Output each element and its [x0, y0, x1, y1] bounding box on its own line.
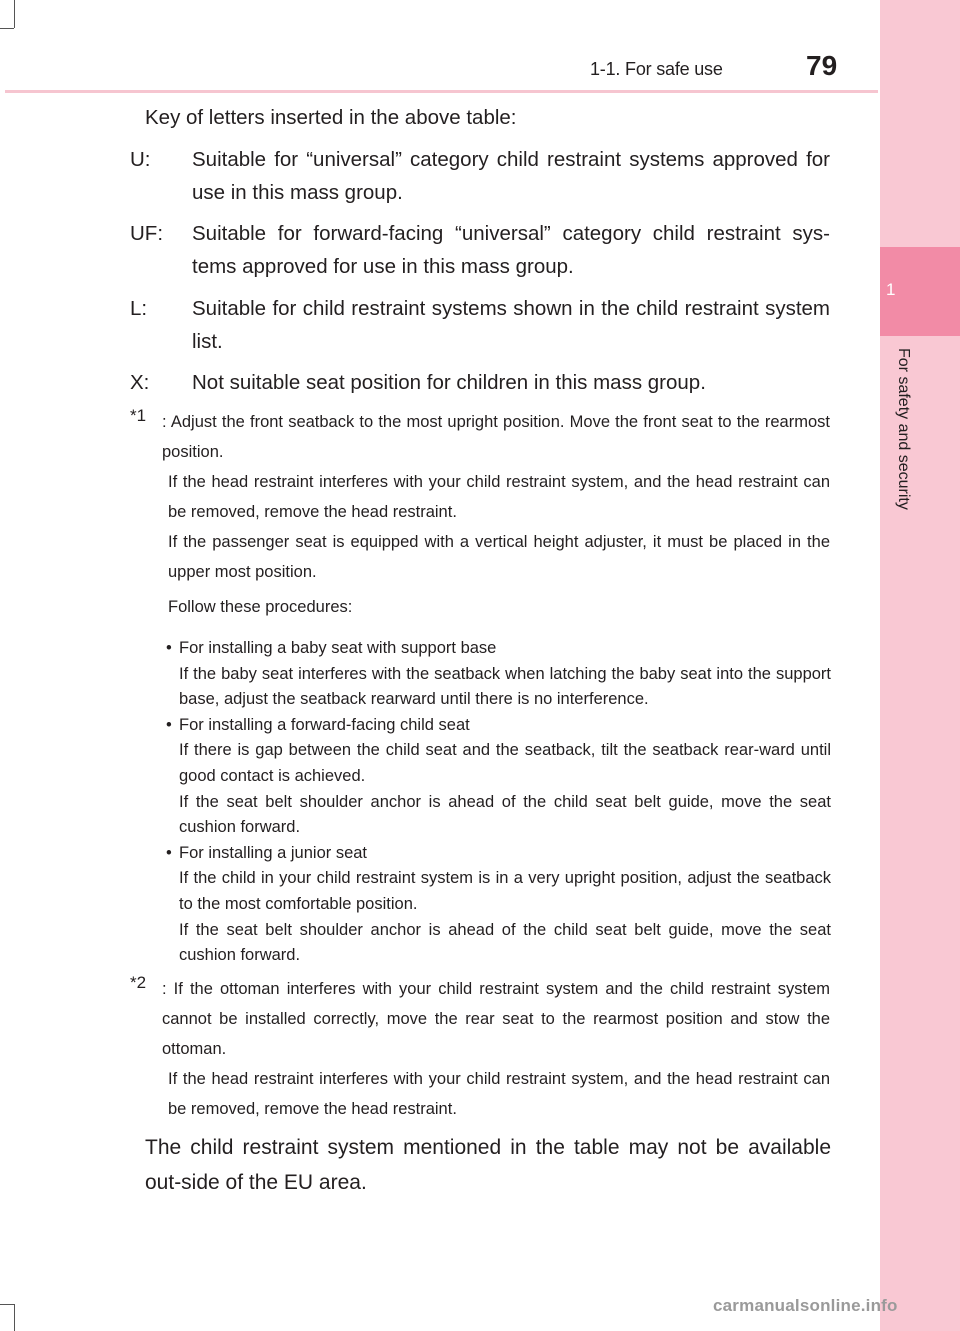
chapter-title: For safety and security [895, 348, 912, 510]
procedures-label: Follow these procedures: [168, 598, 353, 616]
crop-mark [0, 1304, 14, 1305]
footnote-paragraph: If the passenger seat is equipped with a vertical height adjuster, it must be placed in the upper most position. [168, 533, 830, 581]
key-description: Suitable for “universal” category child restraint systems approved for use in this mass group. [192, 148, 830, 204]
crop-mark [14, 0, 15, 28]
key-item [130, 292, 830, 358]
page-number: 79 [806, 50, 838, 81]
procedure-item [166, 841, 831, 969]
chapter-number: 1 [886, 280, 896, 299]
key-description: Suitable for forward-facing “universal” category child restraint sys-tems approved for use in this mass group. [192, 222, 830, 278]
key-letter: UF: [130, 222, 164, 245]
key-letter: X: [130, 371, 150, 394]
key-letter: U: [130, 148, 151, 171]
chapter-sidebar [880, 0, 960, 1331]
crop-mark [14, 1304, 15, 1331]
procedure-text: If there is gap between the child seat and the seatback, tilt the seatback rear-ward until good contact is achieved. [179, 741, 831, 785]
footnote-2 [130, 974, 830, 1124]
footnote-paragraph: If the head restraint interferes with your child restraint system, and the head restraint can be removed, remove the head restraint. [168, 1070, 830, 1118]
crop-mark [0, 28, 14, 29]
watermark: carmanualsonline.info [713, 1296, 898, 1315]
key-item [130, 217, 830, 283]
section-label: 1-1. For safe use [590, 59, 723, 79]
closing-note: The child restraint system mentioned in the table may not be available out-side of the EU area. [145, 1136, 831, 1194]
procedure-item [166, 636, 831, 713]
footnote-1 [130, 407, 830, 587]
footnote-mark: *1 [130, 406, 147, 425]
header-rule [5, 90, 878, 93]
footnote-paragraph: : If the ottoman interferes with your child restraint system and the child restraint system cannot be installed correctly, move the rear seat to the rearmost position and stow the ottoman. [162, 980, 830, 1058]
key-item [130, 366, 830, 399]
footnote-mark: *2 [130, 973, 147, 992]
key-letter: L: [130, 297, 148, 320]
footnote-paragraph: : Adjust the front seatback to the most upright position. Move the front seat to the rearmost position. [162, 413, 830, 461]
bullet-icon: • [166, 639, 172, 657]
procedure-text: If the seat belt shoulder anchor is ahead of the child seat belt guide, move the seat cushion forward. [179, 792, 831, 837]
footnote-paragraph: If the head restraint interferes with your child restraint system, and the head restraint can be removed, remove the head restraint. [168, 473, 830, 521]
procedure-title: For installing a baby seat with support base [179, 639, 497, 657]
key-description: Suitable for child restraint systems shown in the child restraint system list. [192, 297, 830, 353]
procedure-list [166, 636, 831, 969]
key-description: Not suitable seat position for children in this mass group. [192, 371, 706, 394]
key-title: Key of letters inserted in the above table: [145, 106, 517, 129]
procedure-text: If the child in your child restraint system is in a very upright position, adjust the seatback to the most comfortable position. [179, 869, 831, 913]
procedure-text: If the seat belt shoulder anchor is ahead of the child seat belt guide, move the seat cushion forward. [179, 920, 831, 965]
bullet-icon: • [166, 715, 172, 734]
procedure-item [166, 713, 831, 841]
bullet-icon: • [166, 843, 172, 862]
procedure-title: For installing a forward-facing child seat [179, 715, 470, 734]
procedure-text: If the baby seat interferes with the seatback when latching the baby seat into the support base, adjust the seatback rearward until there is no interference. [179, 664, 831, 709]
procedure-title: For installing a junior seat [179, 843, 368, 862]
key-item [130, 143, 830, 209]
